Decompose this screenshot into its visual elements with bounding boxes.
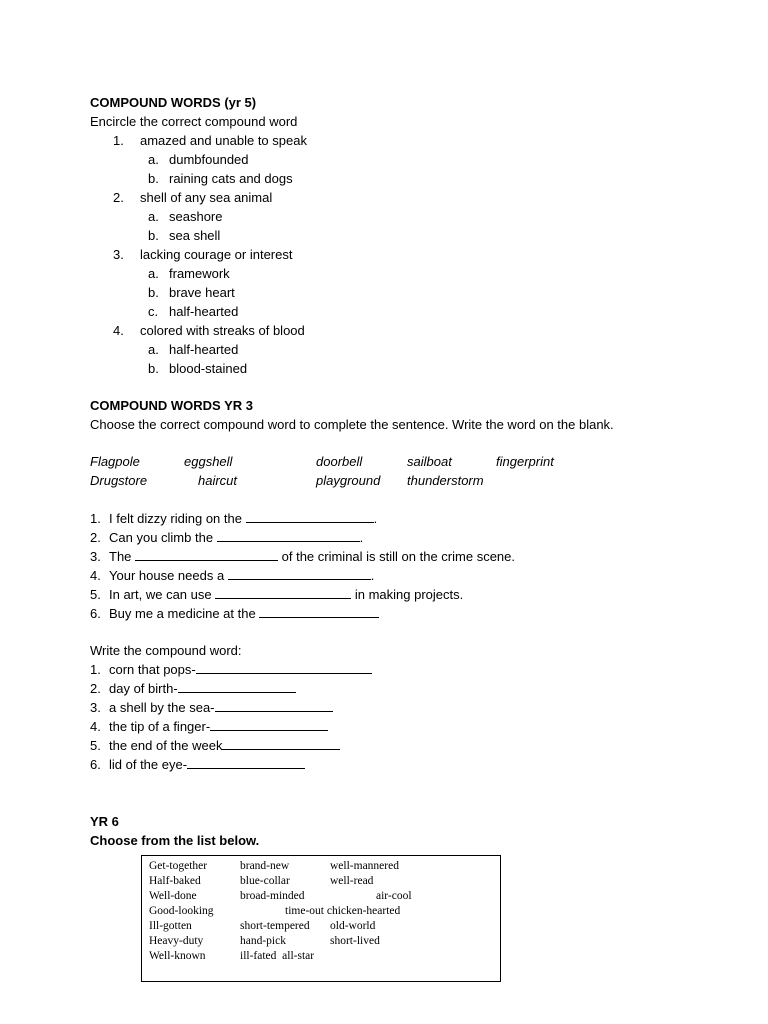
option-letter: a. — [148, 209, 159, 224]
question-4 — [113, 321, 305, 340]
option-letter: a. — [148, 342, 159, 357]
box-word: Half-baked — [149, 875, 201, 887]
word-bank-item: haircut — [198, 473, 238, 488]
section2-instruction: Choose the correct compound word to complete the sentence. Write the word on the blank. — [90, 417, 614, 432]
option-1b — [148, 169, 293, 188]
option-letter: b. — [148, 285, 159, 300]
option-text: framework — [169, 266, 230, 281]
sentence-5 — [90, 585, 463, 604]
sentence-number: 3. — [90, 549, 101, 564]
item-number: 4. — [90, 719, 101, 734]
option-text: sea shell — [169, 228, 221, 243]
box-word: Heavy-duty — [149, 935, 204, 947]
option-2a — [148, 207, 222, 226]
option-4b — [148, 359, 247, 378]
sentence-text: . — [370, 568, 375, 583]
section4-title: YR 6 — [90, 814, 119, 829]
sentence-text: In art, we can use — [109, 587, 216, 602]
word-bank-item: sailboat — [407, 454, 452, 469]
box-word: air-cool — [376, 890, 412, 902]
question-text: shell of any sea animal — [140, 190, 273, 205]
option-letter: c. — [148, 304, 159, 319]
option-letter: b. — [148, 361, 159, 376]
item-number: 5. — [90, 738, 101, 753]
box-word: well-read — [330, 875, 374, 887]
answer-blank[interactable] — [135, 547, 278, 561]
item-text: the tip of a finger- — [109, 719, 211, 734]
item-text: corn that pops- — [109, 662, 196, 677]
box-word: time-out chicken-hearted — [285, 905, 401, 917]
sentence-text: The — [109, 549, 136, 564]
item-number: 3. — [90, 700, 101, 715]
sentence-number: 2. — [90, 530, 101, 545]
box-word: Well-known — [149, 950, 206, 962]
section1-instruction: Encircle the correct compound word — [90, 114, 298, 129]
item-text: the end of the week — [109, 738, 223, 753]
box-word: Good-looking — [149, 905, 214, 917]
question-number: 3. — [113, 247, 124, 262]
answer-blank[interactable] — [215, 698, 333, 712]
sentence-1 — [90, 509, 377, 528]
question-text: amazed and unable to speak — [140, 133, 307, 148]
sentence-4 — [90, 566, 374, 585]
sentence-text: in making projects. — [351, 587, 464, 602]
option-3a — [148, 264, 230, 283]
sentence-number: 4. — [90, 568, 101, 583]
answer-blank[interactable] — [228, 566, 371, 580]
option-text: half-hearted — [169, 304, 239, 319]
option-2b — [148, 226, 220, 245]
section2-title: COMPOUND WORDS YR 3 — [90, 398, 253, 413]
question-3 — [113, 245, 292, 264]
option-letter: a. — [148, 266, 159, 281]
box-word: well-mannered — [330, 860, 399, 872]
sentence-3 — [90, 547, 515, 566]
word-bank-item: playground — [316, 473, 381, 488]
option-text: raining cats and dogs — [169, 171, 293, 186]
word-bank-item: Flagpole — [90, 454, 140, 469]
box-word: broad-minded — [240, 890, 305, 902]
compound-item-6 — [90, 755, 305, 774]
answer-blank[interactable] — [246, 509, 374, 523]
section3-title: Write the compound word: — [90, 643, 242, 658]
option-text: blood-stained — [169, 361, 248, 376]
section4-instruction: Choose from the list below. — [90, 833, 260, 848]
sentence-text: Can you climb the — [109, 530, 217, 545]
sentence-6 — [90, 604, 379, 623]
sentence-2 — [90, 528, 363, 547]
box-word: Ill-gotten — [149, 920, 192, 932]
answer-blank[interactable] — [178, 679, 296, 693]
compound-item-5 — [90, 736, 340, 755]
box-word: blue-collar — [240, 875, 290, 887]
compound-item-4 — [90, 717, 328, 736]
item-number: 1. — [90, 662, 101, 677]
sentence-text: . — [359, 530, 364, 545]
section1-title: COMPOUND WORDS (yr 5) — [90, 95, 257, 110]
sentence-text: . — [373, 511, 378, 526]
answer-blank[interactable] — [196, 660, 372, 674]
sentence-text: of the criminal is still on the crime scene. — [278, 549, 515, 564]
box-word: short-lived — [330, 935, 380, 947]
question-text: lacking courage or interest — [140, 247, 293, 262]
compound-item-3 — [90, 698, 333, 717]
item-text: day of birth- — [109, 681, 178, 696]
item-number: 6. — [90, 757, 101, 772]
option-3b — [148, 283, 235, 302]
box-word: Get-together — [149, 860, 208, 872]
sentence-text: I felt dizzy riding on the — [109, 511, 246, 526]
question-1 — [113, 131, 307, 150]
question-number: 2. — [113, 190, 124, 205]
box-word: hand-pick — [240, 935, 286, 947]
word-bank-item: Drugstore — [90, 473, 148, 488]
answer-blank[interactable] — [187, 755, 305, 769]
option-4a — [148, 340, 238, 359]
option-text: seashore — [169, 209, 223, 224]
option-letter: b. — [148, 228, 159, 243]
word-list-box — [141, 855, 501, 982]
question-number: 1. — [113, 133, 124, 148]
sentence-text: Buy me a medicine at the — [109, 606, 260, 621]
answer-blank[interactable] — [215, 585, 351, 599]
word-bank-item: doorbell — [316, 454, 363, 469]
box-word: ill-fated all-star — [240, 950, 315, 962]
option-3c — [148, 302, 238, 321]
box-word: Well-done — [149, 890, 197, 902]
sentence-number: 1. — [90, 511, 101, 526]
sentence-number: 6. — [90, 606, 101, 621]
option-1a — [148, 150, 249, 169]
question-number: 4. — [113, 323, 124, 338]
word-bank-item: eggshell — [184, 454, 233, 469]
item-text: a shell by the sea- — [109, 700, 215, 715]
item-number: 2. — [90, 681, 101, 696]
option-text: half-hearted — [169, 342, 239, 357]
compound-item-2 — [90, 679, 296, 698]
option-text: brave heart — [169, 285, 235, 300]
answer-blank[interactable] — [222, 736, 340, 750]
question-2 — [113, 188, 272, 207]
box-word: old-world — [330, 920, 376, 932]
answer-blank[interactable] — [259, 604, 379, 618]
word-bank-item: thunderstorm — [407, 473, 484, 488]
question-text: colored with streaks of blood — [140, 323, 305, 338]
answer-blank[interactable] — [217, 528, 360, 542]
box-word: short-tempered — [240, 920, 310, 932]
sentence-text: Your house needs a — [109, 568, 228, 583]
item-text: lid of the eye- — [109, 757, 188, 772]
sentence-number: 5. — [90, 587, 101, 602]
option-text: dumbfounded — [169, 152, 249, 167]
word-bank-item: fingerprint — [496, 454, 554, 469]
box-word: brand-new — [240, 860, 290, 872]
answer-blank[interactable] — [210, 717, 328, 731]
option-letter: b. — [148, 171, 159, 186]
compound-item-1 — [90, 660, 372, 679]
option-letter: a. — [148, 152, 159, 167]
